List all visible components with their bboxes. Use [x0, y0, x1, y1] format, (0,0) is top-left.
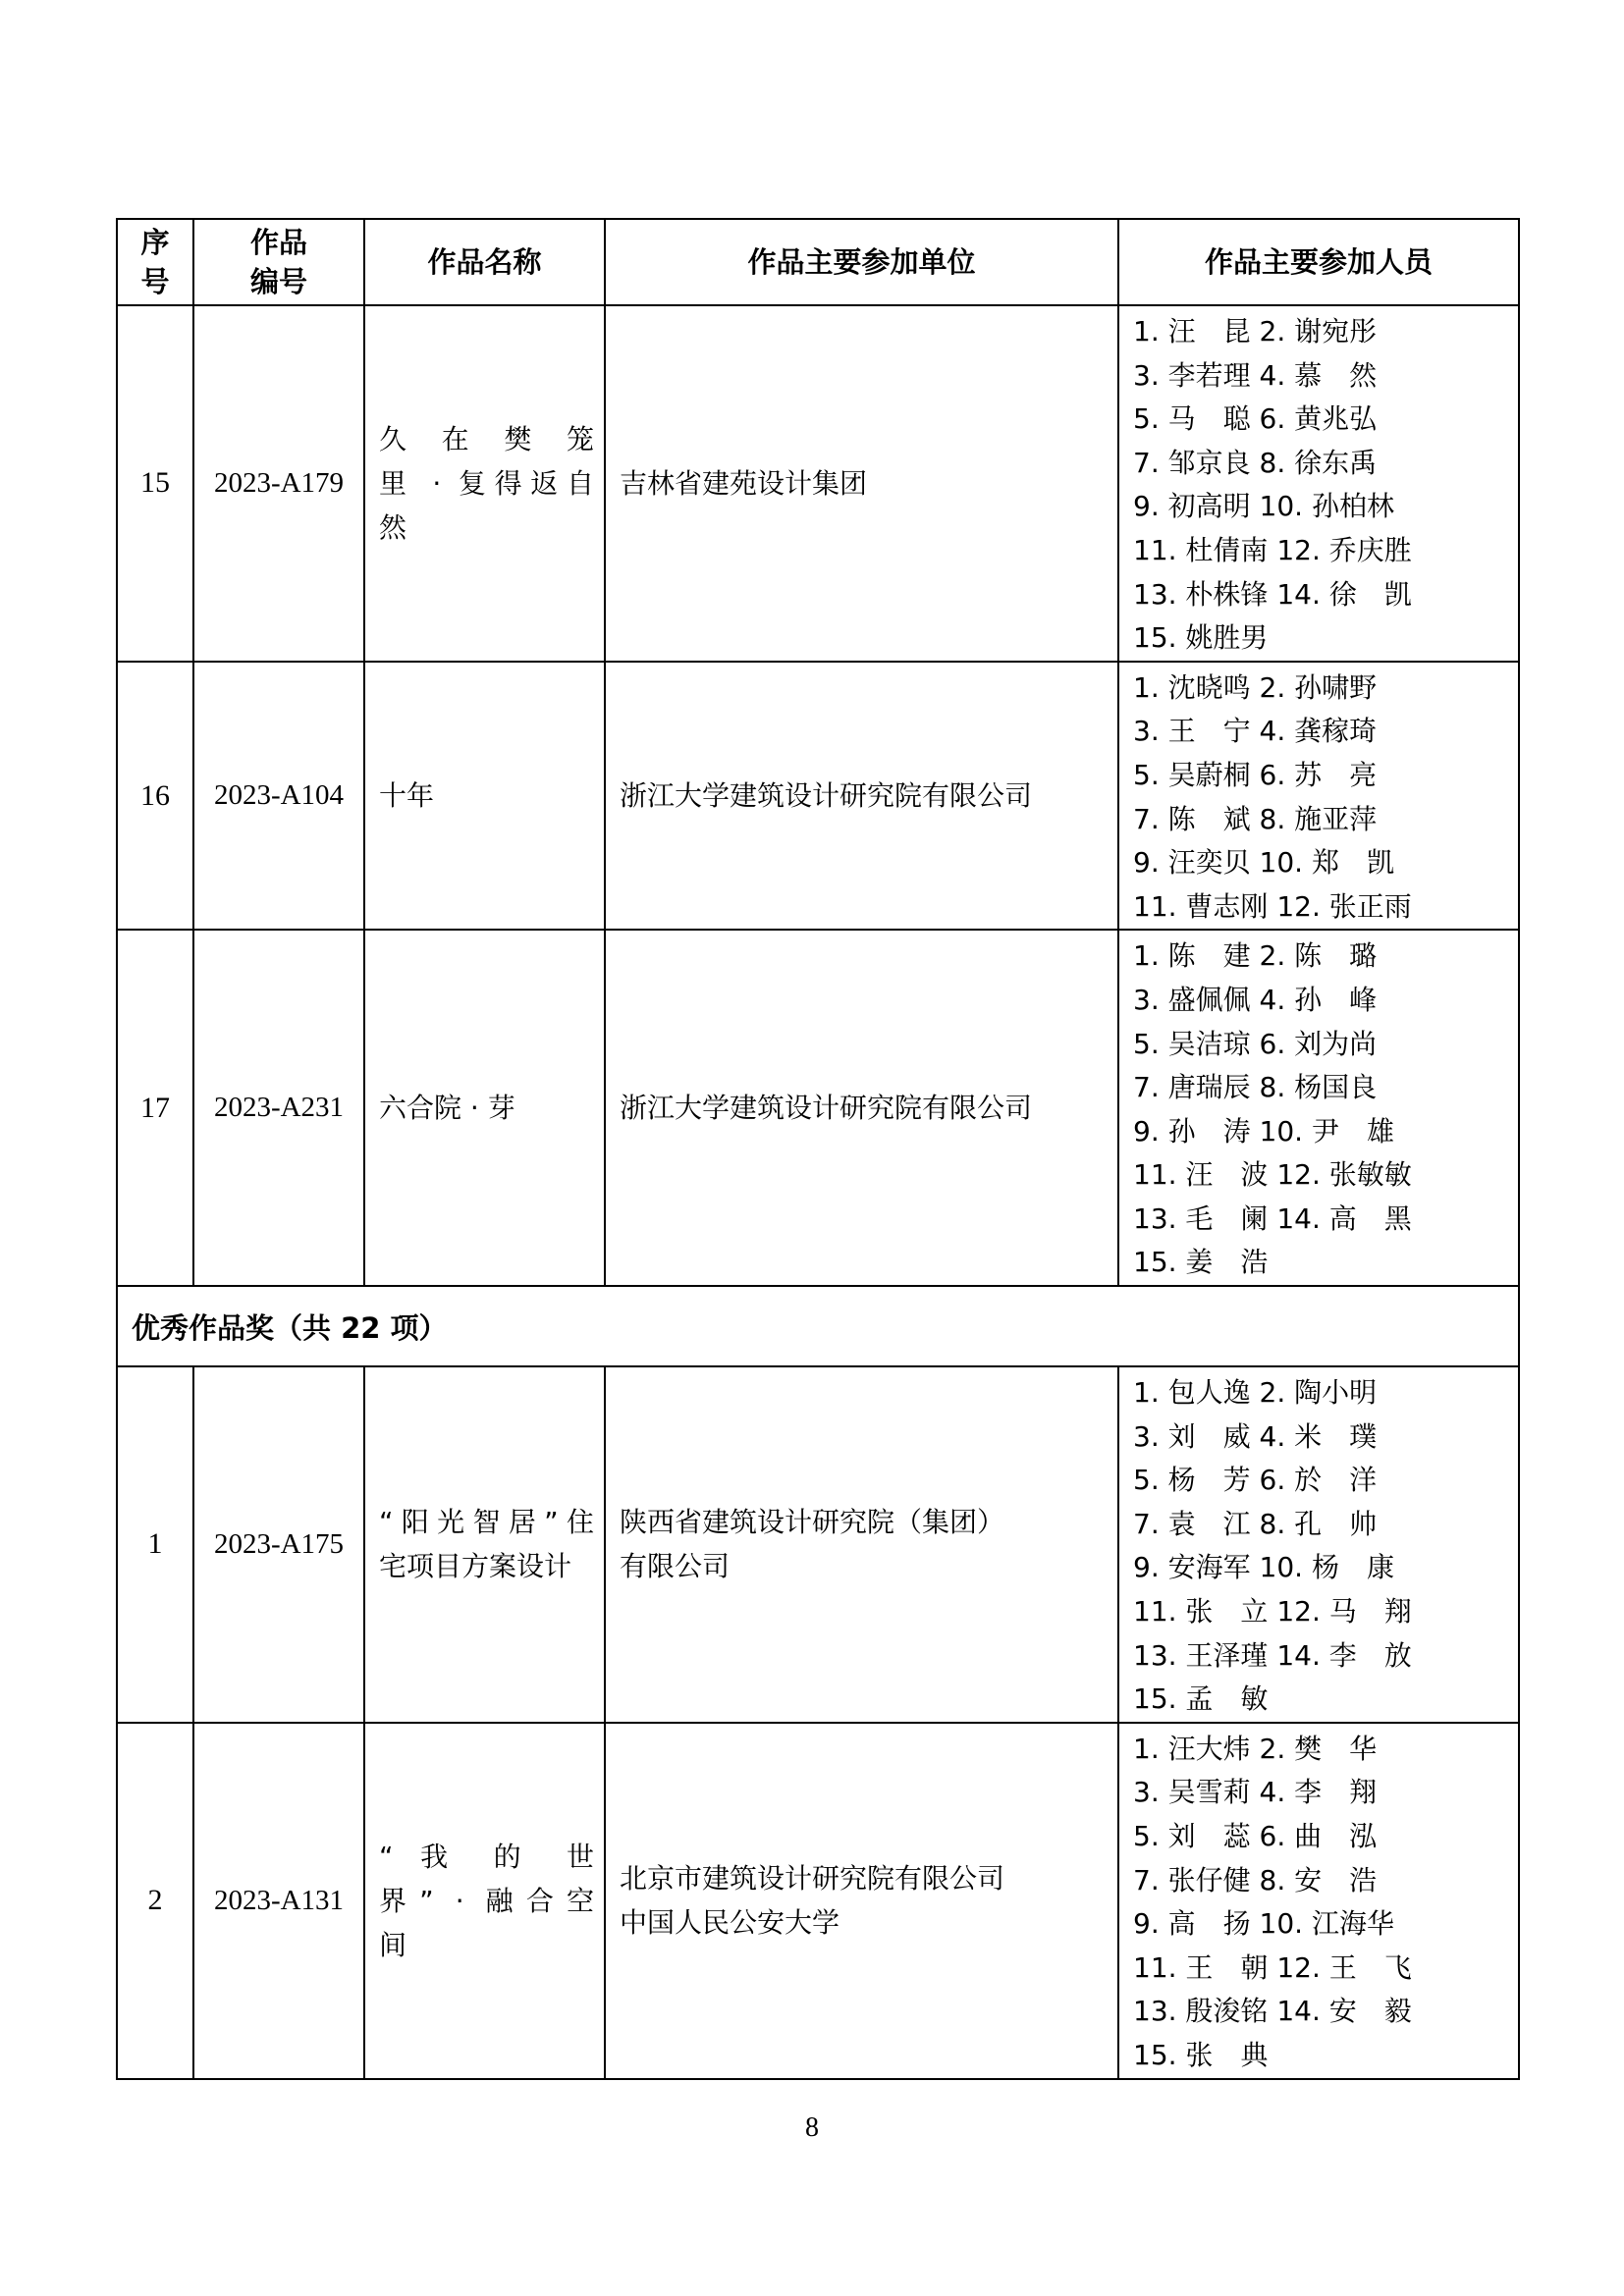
title-line: 间	[379, 1928, 407, 1961]
cell-people	[1118, 1366, 1519, 1723]
header-title: 作品名称	[364, 219, 605, 305]
header-no-line-1: 序	[140, 226, 170, 259]
cell-title	[364, 930, 605, 1286]
person-line: 5. 刘 蕊 6. 曲 泓	[1133, 1820, 1378, 1852]
header-code	[193, 219, 364, 305]
unit-line: 有限公司	[620, 1550, 731, 1583]
person-line: 7. 唐瑞辰 8. 杨国良	[1133, 1071, 1378, 1104]
person-line: 7. 张仔健 8. 安 浩	[1133, 1863, 1378, 1896]
cell-code: 2023-A104	[193, 662, 364, 931]
person-line: 5. 吴蔚桐 6. 苏 亮	[1133, 758, 1378, 791]
cell-title	[364, 662, 605, 931]
header-no	[117, 219, 193, 305]
person-line: 7. 陈 斌 8. 施亚萍	[1133, 802, 1378, 835]
table-body-second	[117, 1366, 1519, 2079]
table-row	[117, 930, 1519, 1286]
header-people: 作品主要参加人员	[1118, 219, 1519, 305]
table-row	[117, 1366, 1519, 1723]
unit-line: 中国人民公安大学	[620, 1906, 840, 1940]
cell-unit	[605, 930, 1118, 1286]
cell-people	[1118, 930, 1519, 1286]
person-line: 9. 高 扬 10. 江海华	[1133, 1907, 1394, 1941]
unit-line: 浙江大学建筑设计研究院有限公司	[620, 779, 1033, 813]
header-code-line-2: 编号	[249, 265, 307, 298]
cell-no: 15	[117, 305, 193, 662]
person-line: 9. 汪奕贝 10. 郑 凯	[1133, 846, 1394, 880]
person-line: 5. 马 聪 6. 黄兆弘	[1133, 402, 1378, 436]
cell-no: 2	[117, 1723, 193, 2079]
unit-line: 浙江大学建筑设计研究院有限公司	[620, 1092, 1033, 1125]
person-line: 3. 李若理 4. 慕 然	[1133, 358, 1378, 392]
person-line: 1. 汪 昆 2. 谢宛彤	[1133, 315, 1378, 347]
unit-line: 陕西省建筑设计研究院（集团）	[620, 1506, 1005, 1539]
person-line: 11. 杜倩南 12. 乔庆胜	[1133, 533, 1412, 566]
person-line: 3. 王 宁 4. 龚稼琦	[1133, 715, 1378, 748]
cell-title	[364, 1366, 605, 1723]
table-row	[117, 305, 1519, 662]
cell-title	[364, 305, 605, 662]
cell-unit	[605, 1723, 1118, 2079]
title-line: 然	[379, 510, 407, 544]
section-row	[117, 1286, 1519, 1366]
title-line: “阳光智居”住	[379, 1506, 594, 1539]
table-section	[117, 1286, 1519, 1366]
person-line: 11. 曹志刚 12. 张正雨	[1133, 889, 1412, 923]
title-line: “ 我 的 世	[379, 1840, 594, 1873]
person-line: 3. 吴雪莉 4. 李 翔	[1133, 1776, 1378, 1809]
person-line: 13. 朴株锋 14. 徐 凯	[1133, 577, 1412, 611]
person-line: 15. 姜 浩	[1133, 1246, 1269, 1279]
cell-people	[1118, 662, 1519, 931]
person-line: 15. 姚胜男	[1133, 621, 1269, 655]
person-line: 11. 张 立 12. 马 翔	[1133, 1595, 1412, 1629]
person-line: 11. 王 朝 12. 王 飞	[1133, 1950, 1412, 1984]
cell-code: 2023-A179	[193, 305, 364, 662]
awards-table	[116, 218, 1520, 2080]
person-line: 5. 吴洁琼 6. 刘为尚	[1133, 1027, 1378, 1060]
person-line: 1. 陈 建 2. 陈 璐	[1133, 939, 1378, 973]
person-line: 11. 汪 波 12. 张敏敏	[1133, 1158, 1412, 1192]
header-unit: 作品主要参加单位	[605, 219, 1118, 305]
person-line: 9. 孙 涛 10. 尹 雄	[1133, 1114, 1394, 1148]
person-line: 1. 沈晓鸣 2. 孙啸野	[1133, 670, 1378, 704]
person-line: 1. 汪大炜 2. 樊 华	[1133, 1732, 1378, 1765]
table-body-first	[117, 305, 1519, 1286]
table-header-row	[117, 219, 1519, 305]
person-line: 7. 邹京良 8. 徐东禹	[1133, 446, 1378, 479]
table-row	[117, 1723, 1519, 2079]
title-line: 界” · 融合空	[379, 1884, 594, 1917]
title-line: 宅项目方案设计	[379, 1550, 572, 1583]
table-row	[117, 662, 1519, 931]
person-line: 9. 初高明 10. 孙柏林	[1133, 490, 1394, 523]
cell-unit	[605, 662, 1118, 931]
person-line: 15. 孟 敏	[1133, 1682, 1269, 1716]
person-line: 15. 张 典	[1133, 2038, 1269, 2071]
person-line: 3. 刘 威 4. 米 璞	[1133, 1419, 1378, 1453]
cell-code: 2023-A131	[193, 1723, 364, 2079]
person-line: 9. 安海军 10. 杨 康	[1133, 1551, 1394, 1584]
cell-code: 2023-A231	[193, 930, 364, 1286]
person-line: 7. 袁 江 8. 孔 帅	[1133, 1507, 1378, 1540]
title-line: 十年	[379, 779, 435, 813]
header-code-line-1: 作品	[249, 226, 307, 259]
cell-title	[364, 1723, 605, 2079]
cell-unit	[605, 305, 1118, 662]
cell-people	[1118, 305, 1519, 662]
title-line: 久在樊笼	[379, 422, 594, 455]
cell-no: 1	[117, 1366, 193, 1723]
cell-no: 17	[117, 930, 193, 1286]
cell-unit	[605, 1366, 1118, 1723]
section-title: 优秀作品奖（共 22 项）	[117, 1286, 1519, 1366]
header-no-line-2: 号	[140, 265, 170, 298]
person-line: 13. 毛 阑 14. 高 黑	[1133, 1201, 1412, 1235]
page-number: 8	[805, 2112, 819, 2143]
cell-code: 2023-A175	[193, 1366, 364, 1723]
title-line: 六合院 · 芽	[379, 1092, 515, 1125]
cell-no: 16	[117, 662, 193, 931]
person-line: 13. 王泽瑾 14. 李 放	[1133, 1638, 1412, 1672]
person-line: 13. 殷浚铭 14. 安 毅	[1133, 1995, 1412, 2028]
cell-people	[1118, 1723, 1519, 2079]
unit-line: 北京市建筑设计研究院有限公司	[620, 1862, 1005, 1896]
unit-line: 吉林省建苑设计集团	[620, 466, 868, 500]
person-line: 3. 盛佩佩 4. 孙 峰	[1133, 983, 1378, 1016]
person-line: 5. 杨 芳 6. 於 洋	[1133, 1464, 1378, 1497]
title-line: 里 · 复得返自	[379, 466, 594, 500]
person-line: 1. 包人逸 2. 陶小明	[1133, 1376, 1378, 1410]
